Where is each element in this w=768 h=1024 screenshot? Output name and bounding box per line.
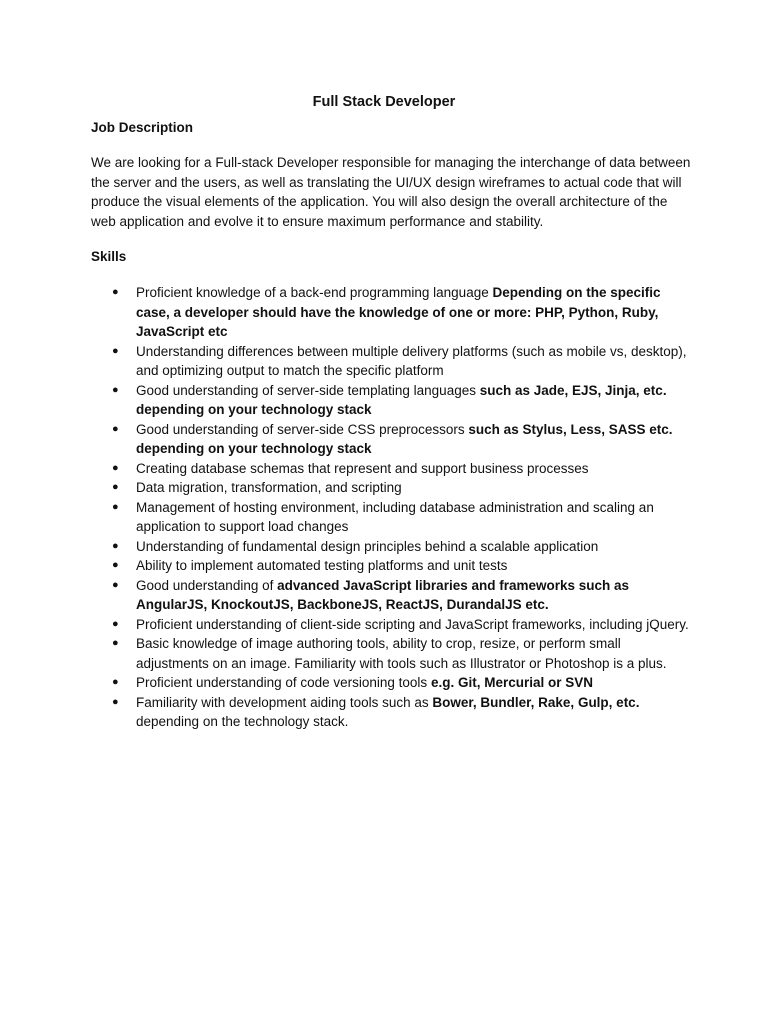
bullet-icon: ●	[112, 500, 119, 513]
list-item	[91, 478, 691, 498]
list-item	[91, 283, 691, 342]
skill-emphasis: such as Jade, EJS, Jinja, etc. depending on your technology stack	[136, 382, 667, 417]
skill-text: Familiarity with development aiding tools such as	[136, 694, 433, 710]
skill-text: Proficient understanding of code versioning tools	[136, 675, 431, 690]
bullet-icon: ●	[112, 481, 119, 493]
bullet-icon: ●	[112, 344, 119, 357]
skill-text-after: depending on the technology stack.	[136, 714, 349, 729]
list-item	[91, 459, 691, 479]
skill-text: Understanding of fundamental design principles behind a scalable application	[136, 538, 599, 554]
skill-text: Management of hosting environment, including database administration and scaling an application to support load changes	[136, 499, 654, 534]
list-item	[91, 537, 691, 557]
skill-text: Basic knowledge of image authoring tools, ability to crop, resize, or perform small adjustments on an image. Familiarity with tools such as Illustrator or Photoshop is a plus.	[136, 636, 667, 671]
bullet-icon: ●	[112, 676, 119, 688]
list-item	[91, 673, 691, 693]
skill-emphasis: advanced JavaScript libraries and frameworks such as AngularJS, KnockoutJS, BackboneJS, ReactJS, DurandalJS etc.	[136, 577, 630, 612]
list-item	[91, 342, 691, 381]
skill-emphasis: Bower, Bundler, Rake, Gulp, etc.	[432, 694, 640, 710]
bullet-icon: ●	[112, 461, 119, 474]
page-title: Full Stack Developer	[312, 94, 456, 110]
bullet-icon: ●	[112, 578, 119, 591]
skills-heading: Skills	[91, 249, 127, 264]
list-item	[91, 634, 691, 673]
skill-emphasis: such as Stylus, Less, SASS etc. depending on your technology stack	[136, 421, 673, 456]
skill-text: Proficient understanding of client-side scripting and JavaScript frameworks, including jQuery.	[136, 616, 689, 632]
skills-list	[91, 283, 691, 732]
list-item	[91, 693, 691, 732]
list-item	[91, 556, 691, 576]
list-item	[91, 615, 691, 635]
bullet-icon: ●	[112, 559, 119, 571]
skill-text: Good understanding of server-side CSS preprocessors	[136, 421, 469, 437]
skill-text: Ability to implement automated testing platforms and unit tests	[136, 558, 508, 573]
bullet-icon: ●	[112, 637, 119, 649]
list-item	[91, 576, 691, 615]
skill-text: Data migration, transformation, and scripting	[136, 480, 402, 495]
job-description-text: We are looking for a Full-stack Developer responsible for managing the interchange of data between the server and the users, as well as translating the UI/UX design wireframes to actual code that will produce the visual elements of the application. You will also design the overall architecture of the web application and evolve it to ensure maximum performance and stability.	[91, 155, 691, 229]
skill-text: Understanding differences between multiple delivery platforms (such as mobile vs, desktop), and optimizing output to match the specific platform	[136, 343, 687, 378]
skill-emphasis: e.g. Git, Mercurial or SVN	[430, 675, 593, 690]
skill-text: Good understanding of	[136, 577, 278, 593]
list-item	[91, 420, 691, 459]
list-item	[91, 498, 691, 537]
skill-text: Good understanding of server-side templating languages	[136, 382, 480, 398]
skill-text: Creating database schemas that represent and support business processes	[136, 460, 589, 476]
bullet-icon: ●	[112, 695, 119, 708]
skill-emphasis: Depending on the specific case, a developer should have the knowledge of one or more: PHP, Python, Ruby, JavaScript etc	[136, 285, 661, 339]
bullet-icon: ●	[112, 383, 119, 396]
list-item	[91, 381, 691, 420]
skill-text: Proficient knowledge of a back-end programming language	[136, 285, 493, 300]
bullet-icon: ●	[112, 422, 119, 435]
bullet-icon: ●	[112, 286, 119, 298]
job-description-heading: Job Description	[91, 120, 194, 135]
bullet-icon: ●	[112, 617, 119, 630]
bullet-icon: ●	[112, 539, 119, 552]
